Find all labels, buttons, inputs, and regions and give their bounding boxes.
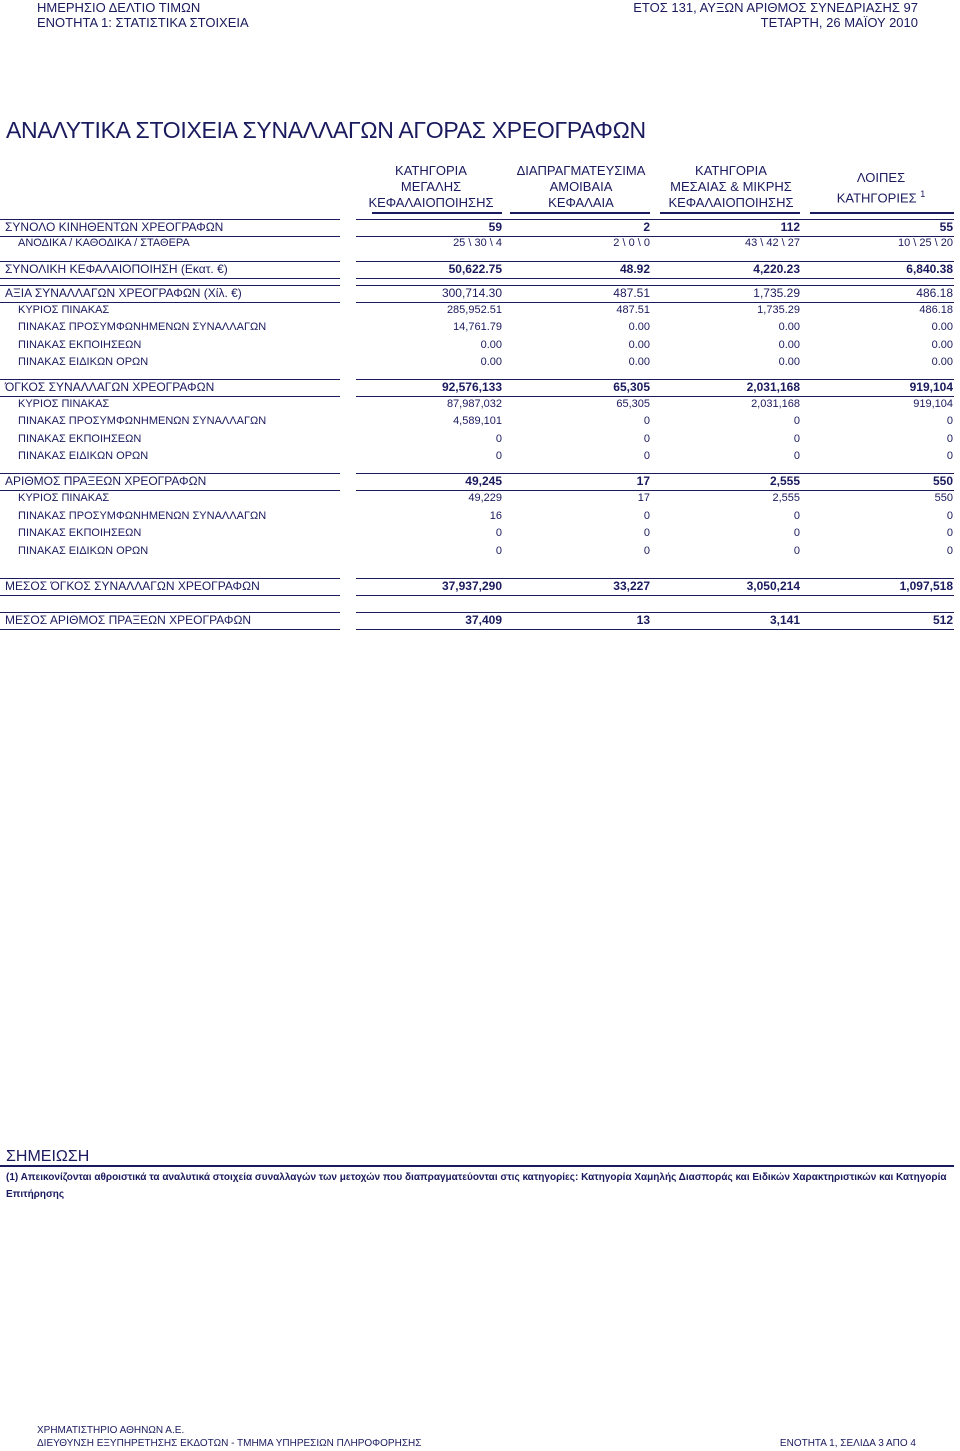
row-label: ΚΥΡΙΟΣ ΠΙΝΑΚΑΣ: [18, 492, 110, 504]
cell-etf: 17: [637, 492, 650, 504]
table-row: [0, 219, 960, 235]
header-underline: [660, 212, 800, 214]
column-header-line: ΛΟΙΠΕΣ: [856, 170, 906, 185]
row-label: ΜΕΣΟΣ ΌΓΚΟΣ ΣΥΝΑΛΛΑΓΩΝ ΧΡΕΟΓΡΑΦΩΝ: [5, 579, 260, 593]
footer-page-number: ΕΝΟΤΗΤΑ 1, ΣΕΛΙΔΑ 3 ΑΠΟ 4: [779, 1438, 916, 1449]
cell-etf: 48.92: [619, 262, 650, 276]
column-header-mid-small-cap: [656, 163, 806, 211]
cell-etf: 0: [643, 510, 650, 522]
header-underline: [810, 212, 954, 214]
cell-other: 0: [946, 510, 953, 522]
header-session: ΕΤΟΣ 131, ΑΥΞΩΝ ΑΡΙΘΜΟΣ ΣΥΝΕΔΡΙΑΣΗΣ 97: [633, 0, 918, 15]
row-label: ΣΥΝΟΛΟ ΚΙΝΗΘΕΝΤΩΝ ΧΡΕΟΓΡΑΦΩΝ: [5, 220, 224, 234]
cell-mid-small-cap: 0: [793, 510, 800, 522]
cell-other: 0: [946, 415, 953, 427]
cell-mid-small-cap: 1,735.29: [757, 304, 800, 316]
cell-mid-small-cap: 0.00: [778, 321, 800, 333]
cell-other: 0: [946, 433, 953, 445]
cell-other: 6,840.38: [906, 262, 953, 276]
row-label: ΠΙΝΑΚΑΣ ΕΙΔΙΚΩΝ ΟΡΩΝ: [18, 450, 149, 462]
cell-other: 550: [932, 474, 953, 488]
cell-mid-small-cap: 2,555: [772, 492, 800, 504]
cell-other: 486.18: [919, 304, 953, 316]
cell-other: 486.18: [916, 286, 953, 300]
cell-etf: 65,305: [613, 380, 650, 394]
cell-other: 919,104: [913, 398, 953, 410]
row-label: ΑΝΟΔΙΚΑ / ΚΑΘΟΔΙΚΑ / ΣΤΑΘΕΡΑ: [18, 237, 190, 249]
row-label: ΠΙΝΑΚΑΣ ΕΚΠΟΙΗΣΕΩΝ: [18, 339, 142, 351]
cell-etf: 2: [643, 220, 650, 234]
column-header-line: ΔΙΑΠΡΑΓΜΑΤΕΥΣΙΜΑ: [516, 163, 646, 178]
table-row: [0, 303, 960, 319]
cell-mid-small-cap: 0: [793, 527, 800, 539]
column-header-line: ΚΕΦΑΛΑΙΑ: [548, 195, 614, 210]
cell-large-cap: 4,589,101: [453, 415, 502, 427]
row-label: ΚΥΡΙΟΣ ΠΙΝΑΚΑΣ: [18, 304, 110, 316]
cell-etf: 0: [643, 527, 650, 539]
table-row: [0, 544, 960, 560]
cell-other: 0: [946, 545, 953, 557]
cell-etf: 0.00: [628, 356, 650, 368]
row-label: ΑΡΙΘΜΟΣ ΠΡΑΞΕΩΝ ΧΡΕΟΓΡΑΦΩΝ: [5, 474, 207, 488]
column-header-line: ΑΜΟΙΒΑΙΑ: [549, 179, 613, 194]
table-row: [0, 414, 960, 430]
row-label: ΠΙΝΑΚΑΣ ΠΡΟΣΥΜΦΩΝΗΜΕΝΩΝ ΣΥΝΑΛΛΑΓΩΝ: [18, 321, 267, 333]
cell-mid-small-cap: 0: [793, 450, 800, 462]
cell-other: 10 \ 25 \ 20: [897, 237, 953, 249]
table-row: [0, 509, 960, 525]
note-title: ΣΗΜΕΙΩΣΗ: [6, 1148, 90, 1165]
row-label: ΜΕΣΟΣ ΑΡΙΘΜΟΣ ΠΡΑΞΕΩΝ ΧΡΕΟΓΡΑΦΩΝ: [5, 613, 252, 627]
column-header-line: ΚΕΦΑΛΑΙΟΠΟΙΗΣΗΣ: [668, 195, 794, 210]
table-row: [0, 432, 960, 448]
cell-mid-small-cap: 0: [793, 415, 800, 427]
row-label: ΣΥΝΟΛΙΚΗ ΚΕΦΑΛΑΙΟΠΟΙΗΣΗ (Εκατ. €): [5, 262, 228, 276]
cell-large-cap: 0: [495, 433, 502, 445]
cell-etf: 2 \ 0 \ 0: [613, 237, 650, 249]
cell-large-cap: 59: [488, 220, 502, 234]
table-row: [0, 338, 960, 354]
cell-mid-small-cap: 0: [793, 545, 800, 557]
cell-mid-small-cap: 0.00: [778, 356, 800, 368]
cell-mid-small-cap: 43 \ 42 \ 27: [744, 237, 800, 249]
cell-large-cap: 37,409: [465, 613, 502, 627]
cell-etf: 0.00: [628, 339, 650, 351]
footnote-marker: 1: [920, 189, 926, 199]
cell-large-cap: 285,952.51: [446, 304, 502, 316]
cell-etf: 17: [636, 474, 650, 488]
footer-department: ΔΙΕΥΘΥΝΣΗ ΕΞΥΠΗΡΕΤΗΣΗΣ ΕΚΔΟΤΩΝ - ΤΜΗΜΑ ΥΠΗΡΕΣΙΩΝ ΠΛΗΡΟΦΟΡΗΣΗΣ: [37, 1438, 422, 1449]
column-header-etf: [506, 163, 656, 211]
row-label: ΌΓΚΟΣ ΣΥΝΑΛΛΑΓΩΝ ΧΡΕΟΓΡΑΦΩΝ: [5, 380, 215, 394]
cell-large-cap: 49,229: [468, 492, 502, 504]
column-header-line: ΜΕΣΑΙΑΣ & ΜΙΚΡΗΣ: [670, 179, 792, 194]
row-label: ΠΙΝΑΚΑΣ ΕΚΠΟΙΗΣΕΩΝ: [18, 433, 142, 445]
column-header-line: ΜΕΓΑΛΗΣ: [400, 179, 462, 194]
cell-other: 0.00: [931, 339, 953, 351]
cell-large-cap: 50,622.75: [448, 262, 502, 276]
table-row: [0, 261, 960, 277]
table-row: [0, 491, 960, 507]
cell-mid-small-cap: 2,031,168: [746, 380, 800, 394]
table-row: [0, 379, 960, 395]
row-label: ΑΞΙΑ ΣΥΝΑΛΛΑΓΩΝ ΧΡΕΟΓΡΑΦΩΝ (Χίλ. €): [5, 286, 242, 300]
cell-etf: 487.51: [613, 286, 650, 300]
table-row: [0, 397, 960, 413]
cell-mid-small-cap: 3,050,214: [746, 579, 800, 593]
cell-large-cap: 0.00: [480, 339, 502, 351]
table-row: [0, 285, 960, 301]
table-row: [0, 320, 960, 336]
column-header-line: ΚΕΦΑΛΑΙΟΠΟΙΗΣΗΣ: [368, 195, 494, 210]
table-row: [0, 578, 960, 594]
cell-large-cap: 37,937,290: [441, 579, 502, 593]
cell-large-cap: 25 \ 30 \ 4: [453, 237, 502, 249]
cell-etf: 33,227: [613, 579, 650, 593]
row-label: ΚΥΡΙΟΣ ΠΙΝΑΚΑΣ: [18, 398, 110, 410]
row-label: ΠΙΝΑΚΑΣ ΕΙΔΙΚΩΝ ΟΡΩΝ: [18, 545, 149, 557]
cell-mid-small-cap: 4,220.23: [753, 262, 800, 276]
cell-other: 0.00: [931, 321, 953, 333]
row-label: ΠΙΝΑΚΑΣ ΕΙΔΙΚΩΝ ΟΡΩΝ: [18, 356, 149, 368]
table-row: [0, 526, 960, 542]
column-header-line: ΚΑΤΗΓΟΡΙΑ: [695, 163, 767, 178]
cell-etf: 0: [643, 545, 650, 557]
cell-other: 55: [939, 220, 953, 234]
cell-mid-small-cap: 2,555: [769, 474, 800, 488]
header-date: ΤΕΤΑΡΤΗ, 26 ΜΑΪΟΥ 2010: [760, 15, 918, 30]
cell-large-cap: 0: [495, 527, 502, 539]
header-underline: [510, 212, 650, 214]
cell-large-cap: 0: [495, 450, 502, 462]
cell-etf: 65,305: [616, 398, 650, 410]
cell-etf: 0: [643, 433, 650, 445]
cell-other: 0: [946, 527, 953, 539]
table-row: [0, 612, 960, 628]
cell-mid-small-cap: 2,031,168: [751, 398, 800, 410]
cell-large-cap: 300,714.30: [441, 286, 502, 300]
row-label: ΠΙΝΑΚΑΣ ΠΡΟΣΥΜΦΩΝΗΜΕΝΩΝ ΣΥΝΑΛΛΑΓΩΝ: [18, 510, 267, 522]
row-label: ΠΙΝΑΚΑΣ ΕΚΠΟΙΗΣΕΩΝ: [18, 527, 142, 539]
cell-large-cap: 0: [495, 545, 502, 557]
table-row: [0, 236, 960, 252]
column-header-large-cap: [356, 163, 506, 211]
cell-mid-small-cap: 1,735.29: [753, 286, 800, 300]
cell-large-cap: 92,576,133: [441, 380, 502, 394]
table-row: [0, 473, 960, 489]
cell-mid-small-cap: 0.00: [778, 339, 800, 351]
cell-other: 1,097,518: [899, 579, 953, 593]
cell-large-cap: 0.00: [480, 356, 502, 368]
cell-other: 0.00: [931, 356, 953, 368]
cell-other: 0: [946, 450, 953, 462]
column-header-other: [806, 170, 956, 206]
cell-mid-small-cap: 0: [793, 433, 800, 445]
row-label: ΠΙΝΑΚΑΣ ΠΡΟΣΥΜΦΩΝΗΜΕΝΩΝ ΣΥΝΑΛΛΑΓΩΝ: [18, 415, 267, 427]
cell-large-cap: 14,761.79: [453, 321, 502, 333]
column-header-line: ΚΑΤΗΓΟΡΙΕΣ: [836, 190, 917, 206]
cell-etf: 0: [643, 450, 650, 462]
cell-other: 919,104: [909, 380, 953, 394]
cell-etf: 0.00: [628, 321, 650, 333]
note-text: (1) Απεικονίζονται αθροιστικά τα αναλυτικά στοιχεία συναλλαγών των μετοχών που διαπραγματεύονται στις κατηγορίες: Κατηγορία Χαμηλής Διασποράς και Ειδικών Χαρακτηριστικών και Κατηγορία Επιτήρησης: [6, 1172, 947, 1200]
table-row: [0, 355, 960, 371]
cell-large-cap: 16: [489, 510, 502, 522]
column-header-line: ΚΑΤΗΓΟΡΙΑ: [395, 163, 467, 178]
cell-large-cap: 49,245: [465, 474, 502, 488]
page-title: ΑΝΑΛΥΤΙΚΑ ΣΤΟΙΧΕΙΑ ΣΥΝΑΛΛΑΓΩΝ ΑΓΟΡΑΣ ΧΡΕΟΓΡΑΦΩΝ: [6, 117, 646, 143]
note-divider: [0, 1165, 954, 1167]
cell-other: 550: [934, 492, 953, 504]
header-section: ΕΝΟΤΗΤΑ 1: ΣΤΑΤΙΣΤΙΚΑ ΣΤΟΙΧΕΙΑ: [37, 15, 249, 30]
header-publication: ΗΜΕΡΗΣΙΟ ΔΕΛΤΙΟ ΤΙΜΩΝ: [37, 0, 201, 15]
cell-mid-small-cap: 3,141: [769, 613, 800, 627]
footer-organization: ΧΡΗΜΑΤΙΣΤΗΡΙΟ ΑΘΗΝΩΝ Α.Ε.: [37, 1425, 185, 1436]
cell-other: 512: [932, 613, 953, 627]
cell-large-cap: 87,987,032: [446, 398, 502, 410]
cell-etf: 13: [636, 613, 650, 627]
cell-etf: 0: [643, 415, 650, 427]
header-underline: [372, 212, 502, 214]
cell-mid-small-cap: 112: [780, 220, 800, 234]
table-row: [0, 449, 960, 465]
cell-etf: 487.51: [616, 304, 650, 316]
